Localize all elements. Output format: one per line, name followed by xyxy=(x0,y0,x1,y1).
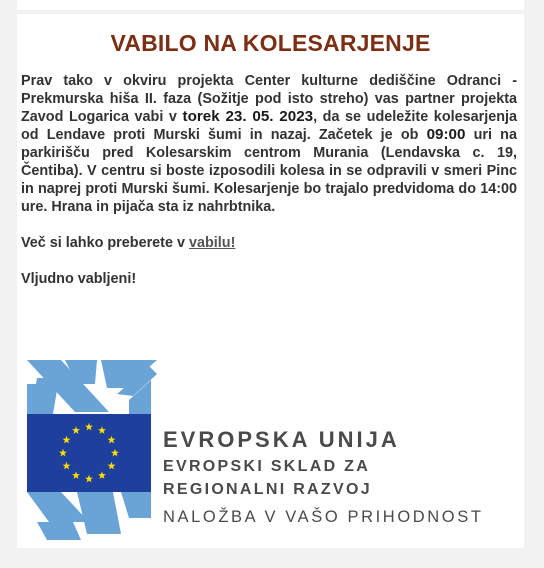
eu-logo-banner xyxy=(17,354,524,548)
paragraph-text-1: Prav tako v okviru projekta Center kulturne dediščine Odranci - Prekmurska hiša II. faza (Sožitje pod isto streho) vas partner projekta Zavod Logarica vabi v xyxy=(21,73,517,125)
paragraph-more-info xyxy=(21,234,517,252)
swirl-shape-10 xyxy=(121,492,151,518)
logo-line-fund: EVROPSKI SKLAD ZA xyxy=(163,458,371,475)
more-info-text: Več si lahko preberete v xyxy=(21,235,189,251)
invitation-link[interactable]: vabilu! xyxy=(188,235,236,251)
paragraph-text-2: , da se udeležite kolesarjenja od Lendave proti Murski šumi in nazaj. Začetek je ob xyxy=(21,109,518,143)
swirl-shape-9 xyxy=(77,492,121,534)
closing-text: Vljudno vabljeni! xyxy=(21,271,137,287)
paragraph-main xyxy=(21,72,517,216)
event-time: 09:00 xyxy=(426,126,466,143)
swirl-shape-7 xyxy=(27,384,37,414)
logo-line-regional: REGIONALNI RAZVOJ xyxy=(163,481,372,498)
eu-flag-icon xyxy=(27,414,151,492)
top-strip xyxy=(17,0,524,10)
logo-line-slogan: NALOŽBA V VAŠO PRIHODNOST xyxy=(163,508,484,526)
invitation-card xyxy=(17,14,524,354)
swirl-shape-11 xyxy=(37,522,81,540)
invitation-body xyxy=(21,72,517,288)
logo-line-eu: EVROPSKA UNIJA xyxy=(163,427,400,452)
page-title: VABILO NA KOLESARJENJE xyxy=(110,30,431,56)
event-date: torek 23. 05. 2023 xyxy=(182,108,314,125)
paragraph-text-3: uri na parkirišču pred Kolesarskim centrom Murania (Lendavska c. 19, Čentiba). V centru si boste izposodili kolesa in se odpravili v smeri Pinc in naprej proti Murski šumi. Kolesarjenje bo trajalo predvidoma do 14:00 ure. Hrana in pijača sta iz nahrbtnika. xyxy=(21,127,517,215)
